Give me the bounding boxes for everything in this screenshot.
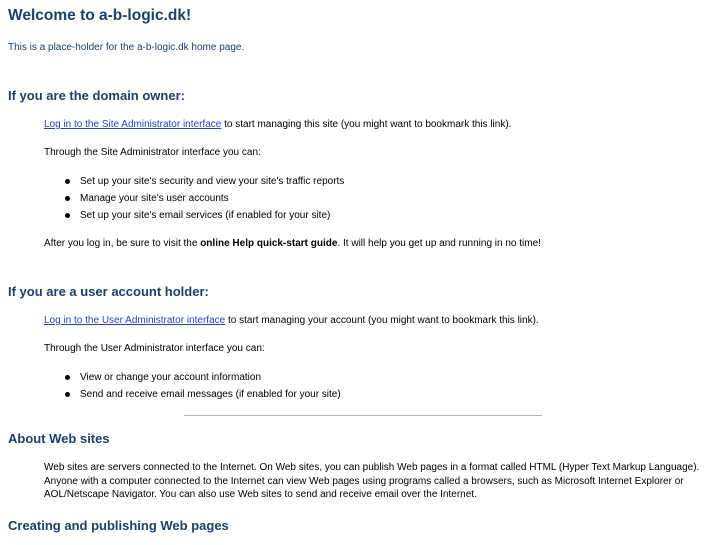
creating-heading: Creating and publishing Web pages [8,518,229,533]
user-through-text: Through the User Administrator interface you can: [44,343,265,354]
list-item: Set up your site's security and view your site's traffic reports [44,173,344,190]
page-title: Welcome to a-b-logic.dk! [8,7,192,24]
user-admin-login-link[interactable]: Log in to the User Administrator interface [44,315,226,326]
list-item: Send and receive email messages (if enabled for your site) [44,386,341,403]
owner-through-text: Through the Site Administrator interface you can: [44,147,261,158]
owner-feature-list [44,173,344,224]
owner-login-line [44,118,511,131]
owner-heading: If you are the domain owner: [8,88,185,103]
list-item: Manage your site's user accounts [44,190,344,207]
list-item: Set up your site's email services (if enabled for your site) [44,207,344,224]
user-heading: If you are a user account holder: [8,284,209,299]
divider [184,415,542,416]
list-item: View or change your account information [44,369,341,386]
owner-after-post: . It will help you get up and running in no time! [337,238,541,249]
owner-after-pre: After you log in, be sure to visit the [44,238,201,249]
user-login-line [44,314,539,327]
owner-login-rest: to start managing this site (you might want to bookmark this link). [221,119,512,130]
about-heading: About Web sites [8,431,110,446]
help-guide-label: online Help quick-start guide [200,238,338,249]
user-login-rest: to start managing your account (you might want to bookmark this link). [225,315,539,326]
intro-text: This is a place-holder for the a-b-logic.dk home page. [8,42,245,53]
about-body: Web sites are servers connected to the Internet. On Web sites, you can publish Web pages in a format called HTML (Hyper Text Markup Language). Anyone with a computer connected to the Internet can view Web pages using programs called a browsers, such as Microsoft Internet Explorer or AOL/Netscape Navigator. You can also use Web sites to send and receive email over the Internet. [44,462,700,500]
user-feature-list [44,369,341,403]
owner-after-text [44,237,541,250]
site-admin-login-link[interactable]: Log in to the Site Administrator interface [44,119,222,130]
